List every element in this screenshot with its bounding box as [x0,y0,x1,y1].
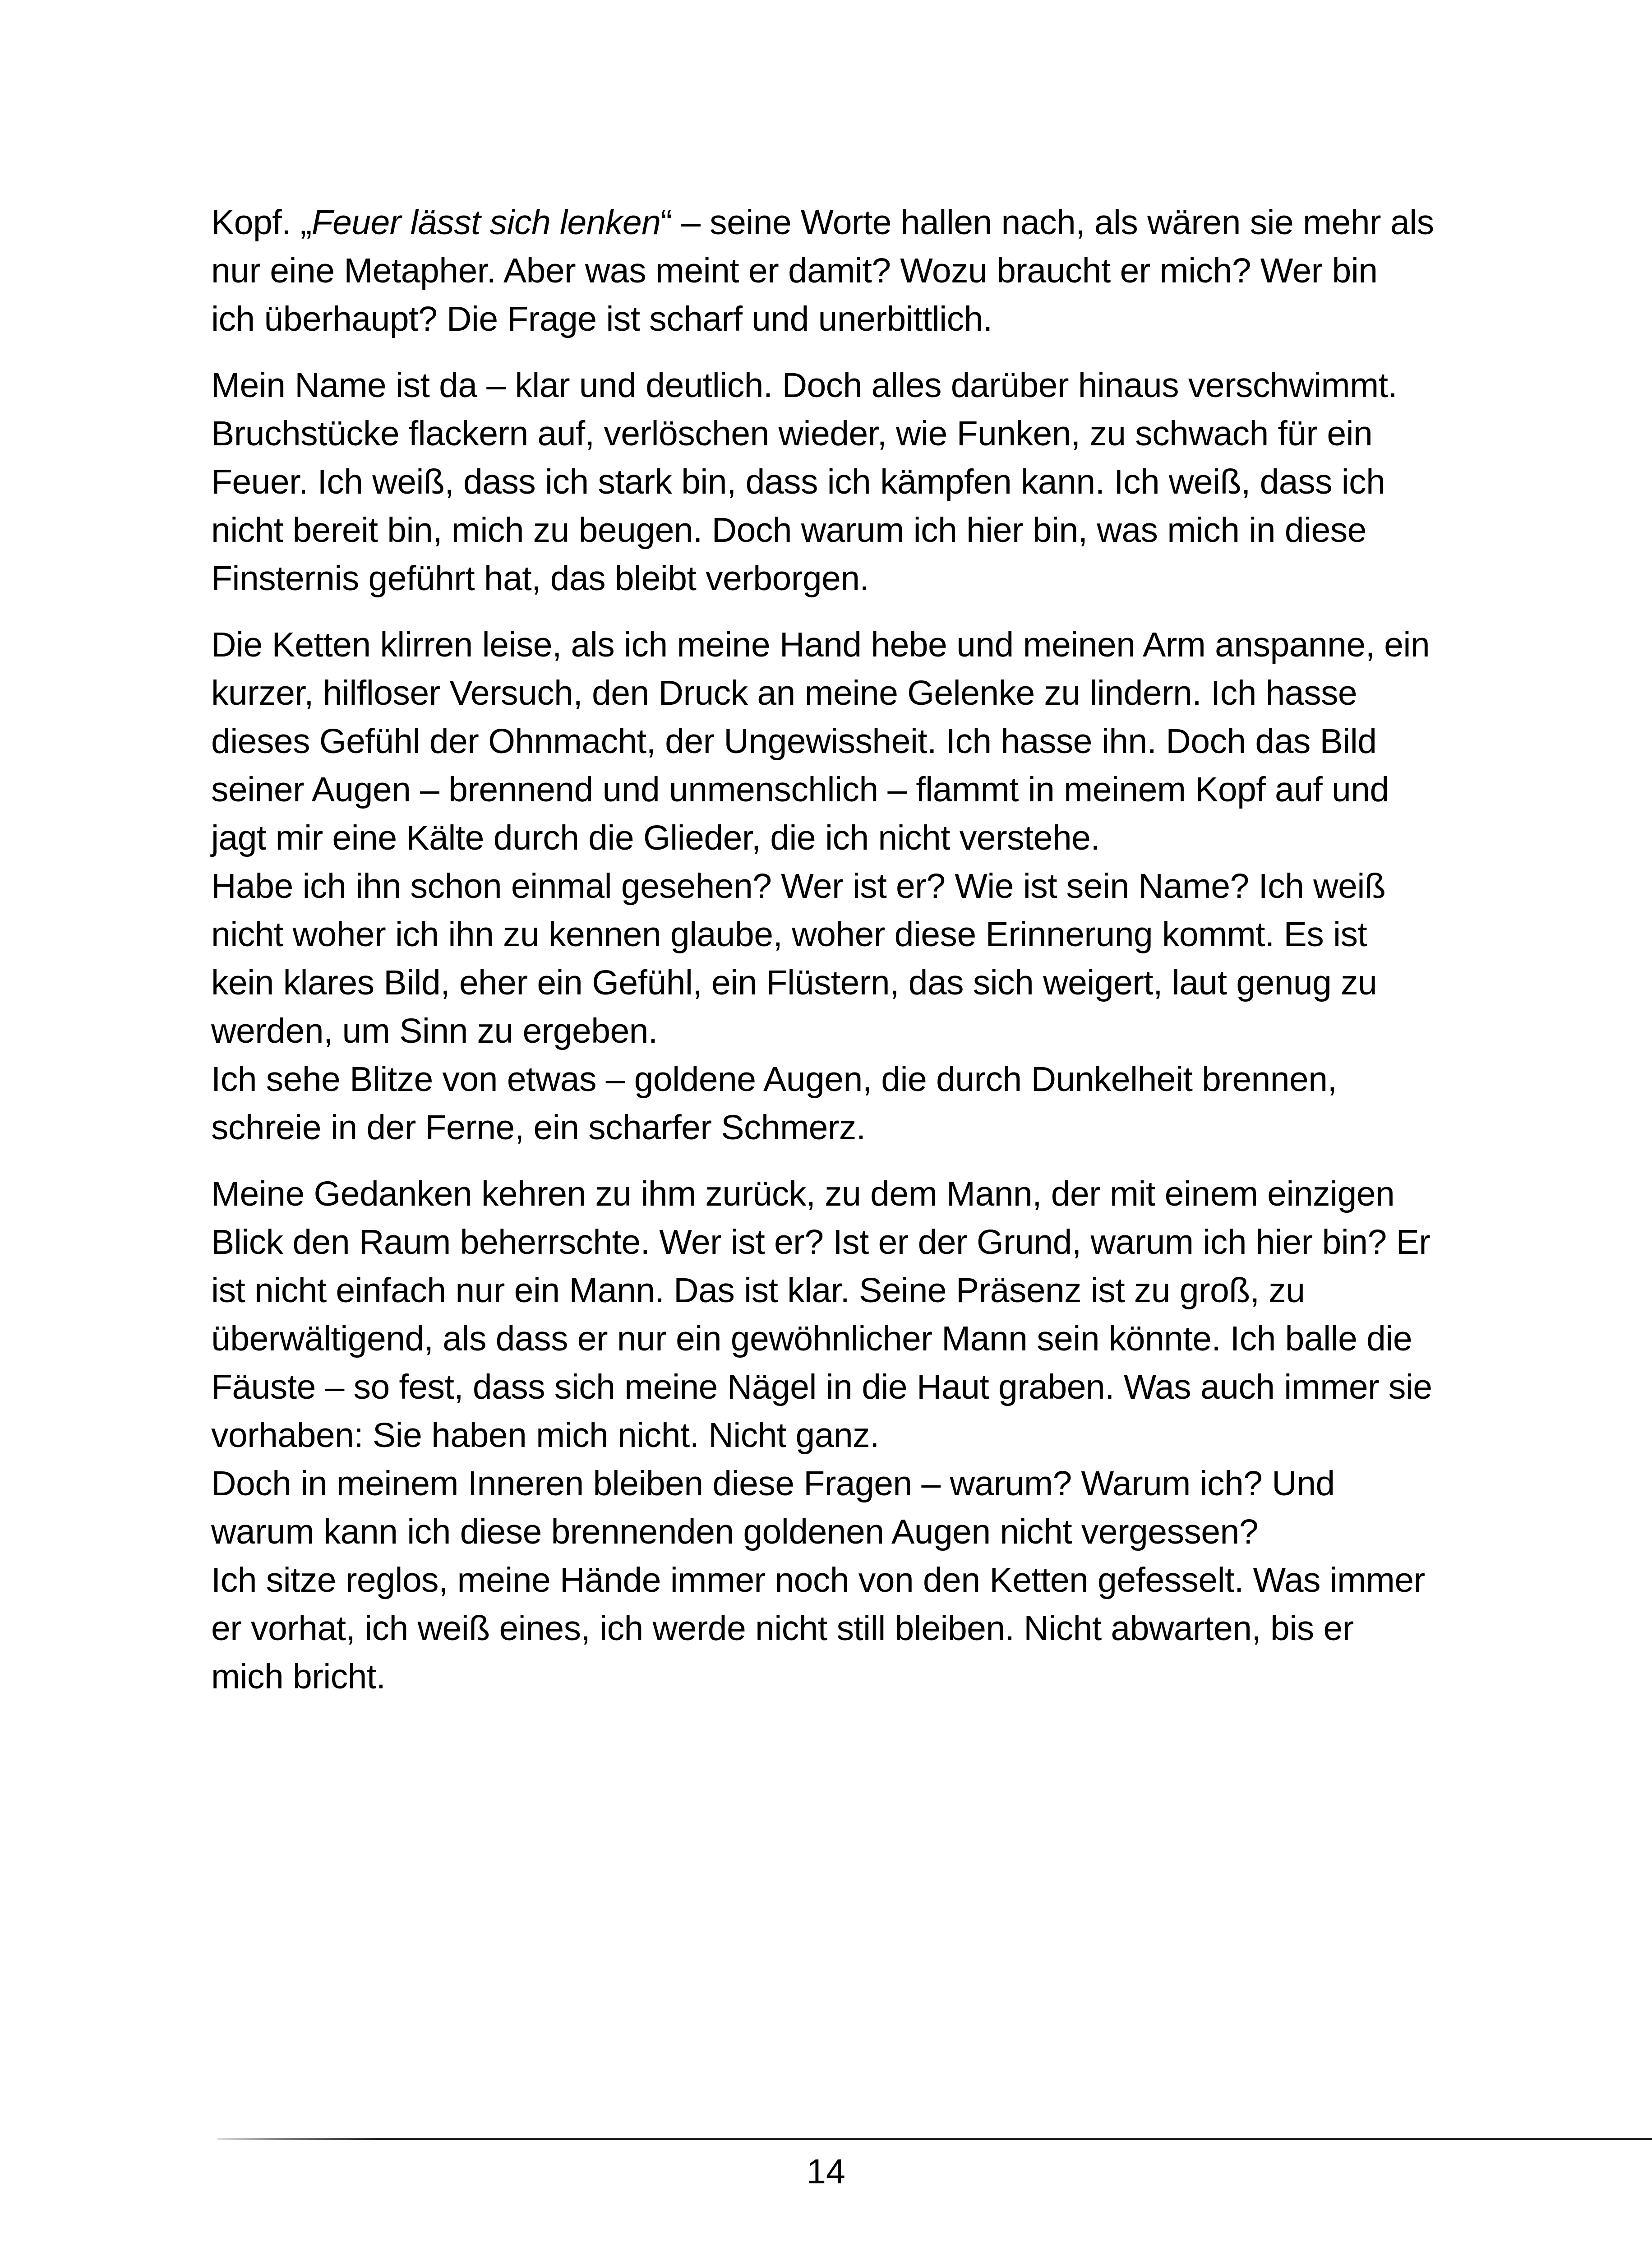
text-line: Mein Name ist da – klar und deutlich. Doch alles darüber hinaus verschwimmt. [211,366,1398,405]
paragraph [211,361,1438,603]
text-line: Fäuste – so fest, dass sich meine Nägel in die Haut graben. Was auch immer sie [211,1368,1432,1406]
text-line: Ich sitze reglos, meine Hände immer noch von den Ketten gefesselt. Was immer [211,1561,1425,1600]
paragraph [211,621,1438,1152]
text-line: Feuer. Ich weiß, dass ich stark bin, dass ich kämpfen kann. Ich weiß, dass ich [211,462,1385,501]
text-line: ich überhaupt? Die Frage ist scharf und unerbittlich. [211,300,992,338]
text-line: schreie in der Ferne, ein scharfer Schmerz. [211,1108,866,1147]
text-line: seiner Augen – brennend und unmenschlich – flammt in meinem Kopf auf und [211,770,1389,809]
text-line: werden, um Sinn zu ergeben. [211,1012,658,1050]
text-line: Die Ketten klirren leise, als ich meine Hand hebe und meinen Arm anspanne, ein [211,625,1430,664]
italic-quote: Feuer lässt sich lenken [311,203,661,242]
paragraph [211,199,1438,343]
text-line: Meine Gedanken kehren zu ihm zurück, zu dem Mann, der mit einem einzigen [211,1174,1395,1213]
text-line: Kopf. „Feuer lässt sich lenken“ – seine Worte hallen nach, als wären sie mehr als [211,203,1434,242]
text-line: Finsternis geführt hat, das bleibt verborgen. [211,559,869,598]
text-line: überwältigend, als dass er nur ein gewöhnlicher Mann sein könnte. Ich balle die [211,1319,1412,1358]
text-line: mich bricht. [211,1657,386,1696]
text-line: ist nicht einfach nur ein Mann. Das ist klar. Seine Präsenz ist zu groß, zu [211,1271,1305,1310]
text-line: Habe ich ihn schon einmal gesehen? Wer ist er? Wie ist sein Name? Ich weiß [211,867,1386,906]
text-line: nicht bereit bin, mich zu beugen. Doch warum ich hier bin, was mich in diese [211,511,1366,550]
text-line: kein klares Bild, eher ein Gefühl, ein Flüstern, das sich weigert, laut genug zu [211,963,1377,1002]
text-line: nicht woher ich ihn zu kennen glaube, woher diese Erinnerung kommt. Es ist [211,915,1367,954]
text-line: jagt mir eine Kälte durch die Glieder, die ich nicht verstehe. [211,818,1100,857]
text-line: Blick den Raum beherrschte. Wer ist er? Ist er der Grund, warum ich hier bin? Er [211,1223,1431,1262]
footer-rule [217,2138,1652,2140]
text-line: er vorhat, ich weiß eines, ich werde nicht still bleiben. Nicht abwarten, bis er [211,1609,1354,1648]
text-line: kurzer, hilfloser Versuch, den Druck an meine Gelenke zu lindern. Ich hasse [211,674,1357,712]
text-line: Doch in meinem Inneren bleiben diese Fragen – warum? Warum ich? Und [211,1464,1335,1503]
text-line: vorhaben: Sie haben mich nicht. Nicht ganz. [211,1416,879,1455]
text-line: nur eine Metapher. Aber was meint er damit? Wozu braucht er mich? Wer bin [211,251,1378,290]
text-line: Bruchstücke flackern auf, verlöschen wieder, wie Funken, zu schwach für ein [211,414,1373,453]
text-line: warum kann ich diese brennenden goldenen Augen nicht vergessen? [211,1512,1258,1551]
text-line: Ich sehe Blitze von etwas – goldene Augen, die durch Dunkelheit brennen, [211,1060,1337,1099]
page-number: 14 [807,2152,845,2191]
paragraph [211,1170,1438,1701]
text-line: dieses Gefühl der Ohnmacht, der Ungewissheit. Ich hasse ihn. Doch das Bild [211,722,1377,761]
page-body [211,199,1438,1719]
